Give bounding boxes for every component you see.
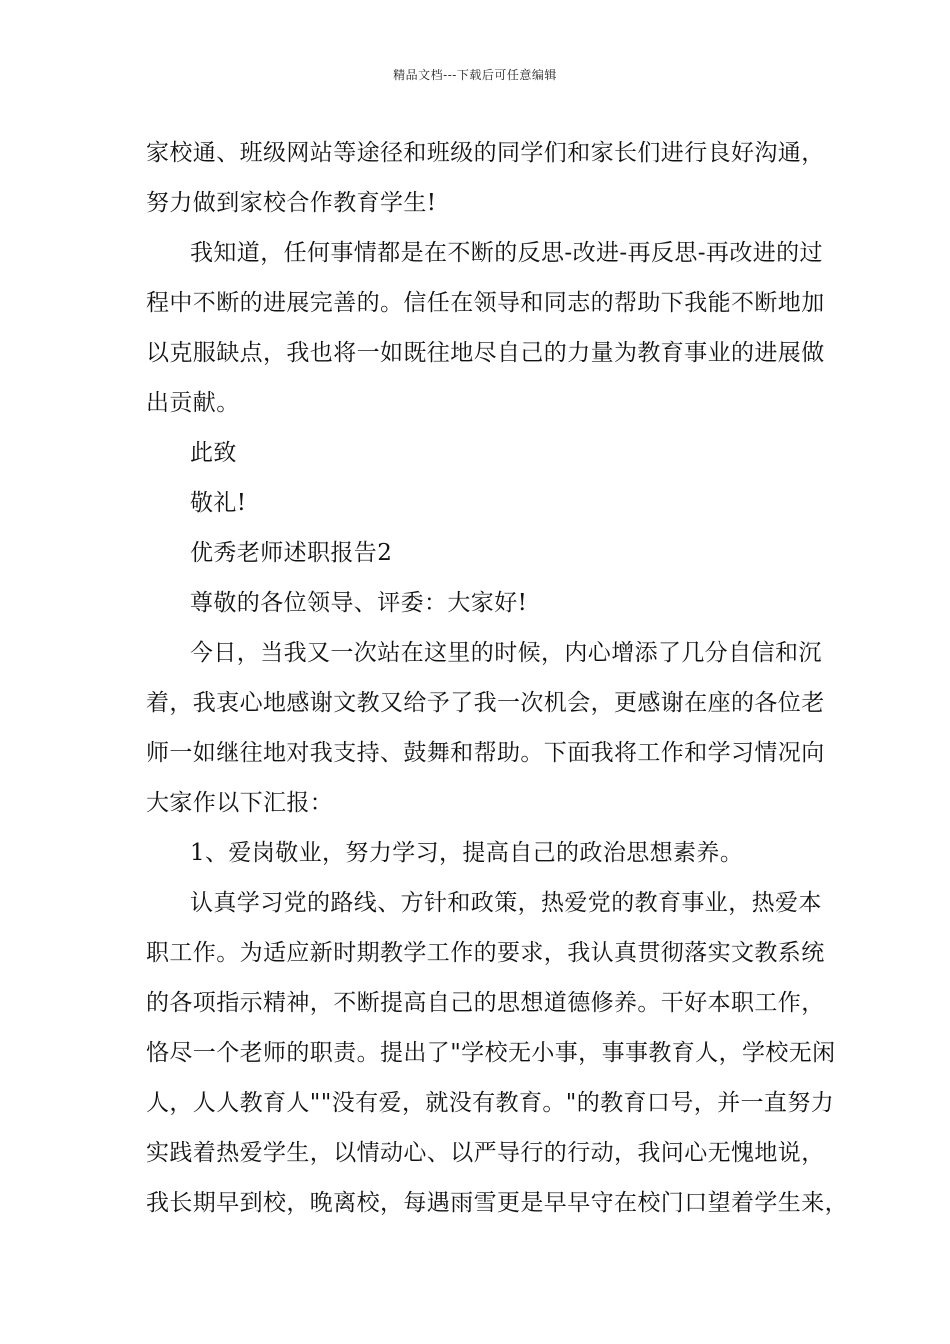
section-title: 优秀老师述职报告2 <box>190 540 393 566</box>
text-line: 努力做到家校合作教育学生! <box>146 190 437 216</box>
text-line: 着，我衷心地感谢文教又给予了我一次机会，更感谢在座的各位老 <box>146 690 825 716</box>
text-line: 以克服缺点，我也将一如既往地尽自己的力量为教育事业的进展做 <box>146 340 825 366</box>
text-line: 认真学习党的路线、方针和政策，热爱党的教育事业，热爱本 <box>190 890 822 916</box>
text-line: 家校通、班级网站等途径和班级的同学们和家长们进行良好沟通， <box>146 140 825 166</box>
text-line: 我长期早到校，晚离校，每遇雨雪更是早早守在校门口望着学生来， <box>146 1190 848 1216</box>
text-line: 今日，当我又一次站在这里的时候，内心增添了几分自信和沉 <box>190 640 822 666</box>
text-line: 出贡献。 <box>146 390 240 416</box>
closing-salutation: 此致 <box>190 440 237 466</box>
text-line: 师一如继往地对我支持、鼓舞和帮助。下面我将工作和学习情况向 <box>146 740 825 766</box>
closing-regards: 敬礼! <box>190 490 247 516</box>
text-line: 大家作以下汇报： <box>146 790 334 816</box>
text-line: 人，人人教育人""没有爱，就没有教育。"的教育口号，并一直努力 <box>146 1090 835 1116</box>
document-body <box>146 128 846 1228</box>
numbered-heading: 1、爱岗敬业，努力学习，提高自己的政治思想素养。 <box>190 840 744 866</box>
text-line: 实践着热爱学生，以情动心、以严导行的行动，我问心无愧地说， <box>146 1140 825 1166</box>
page-header: 精品文档---下载后可任意编辑 <box>393 68 557 82</box>
text-line: 职工作。为适应新时期教学工作的要求，我认真贯彻落实文教系统 <box>146 940 825 966</box>
text-line: 程中不断的进展完善的。信任在领导和同志的帮助下我能不断地加 <box>146 290 825 316</box>
text-line: 我知道，任何事情都是在不断的反思-改进-再反思-再改进的过 <box>190 240 823 266</box>
text-line: 恪尽一个老师的职责。提出了"学校无小事，事事教育人，学校无闲 <box>146 1040 836 1066</box>
greeting: 尊敬的各位领导、评委：大家好! <box>190 590 528 616</box>
text-line: 的各项指示精神，不断提高自己的思想道德修养。干好本职工作， <box>146 990 825 1016</box>
